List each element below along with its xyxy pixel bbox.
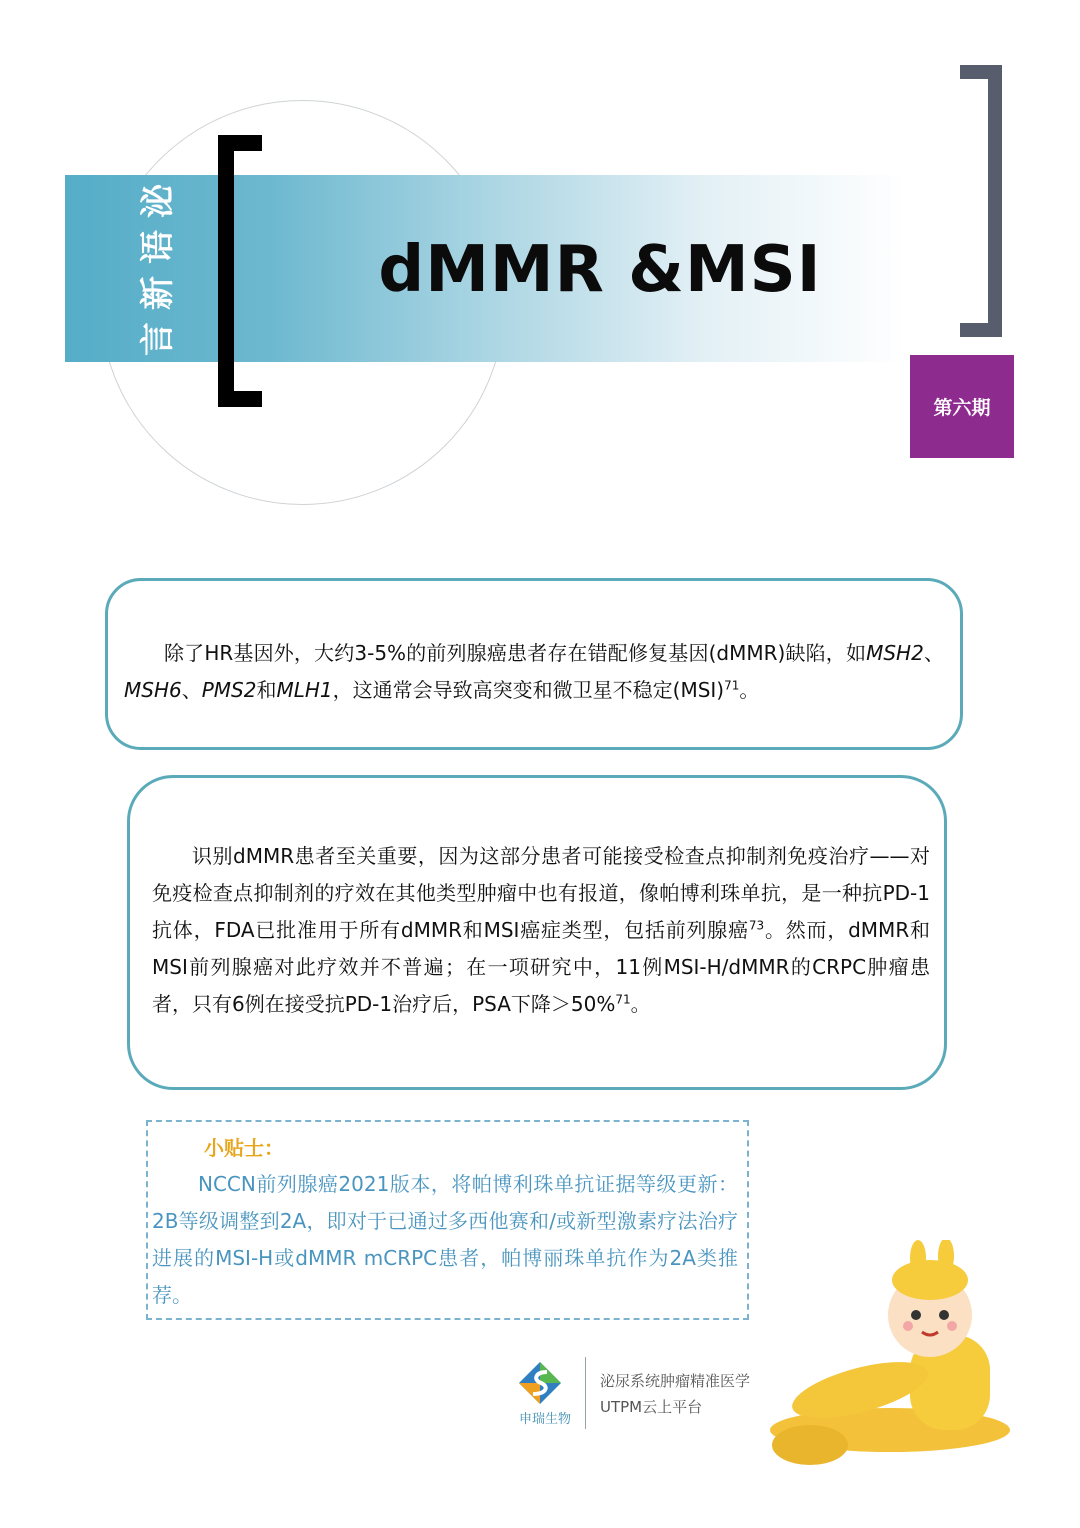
reference: 71 xyxy=(724,678,740,693)
platform-line-1: 泌尿系统肿瘤精准医学 xyxy=(600,1372,751,1390)
column-name xyxy=(128,185,188,355)
column-name-char: 语 xyxy=(138,230,178,264)
company-logo xyxy=(505,1360,580,1430)
platform-line-2: UTPM云上平台 xyxy=(600,1398,703,1416)
tip-title: 小贴士： xyxy=(204,1136,284,1160)
logo-icon xyxy=(517,1360,563,1406)
tip-body: NCCN前列腺癌2021版本，将帕博利珠单抗证据等级更新：2B等级调整到2A，即对于已通过多西他赛和/或新型激素疗法治疗进展的MSI-H或dMMR mCRPC患者，帕博丽珠单抗作为2A类推荐。 xyxy=(152,1172,738,1307)
platform-name xyxy=(600,1368,750,1420)
gene-name: MLH1 xyxy=(276,678,333,702)
reference: 73 xyxy=(748,918,765,933)
page-title: dMMR &MSI xyxy=(378,233,822,307)
company-name: 申瑞生物 xyxy=(518,1412,571,1427)
issue-badge: 第六期 xyxy=(910,355,1014,458)
paragraph-2: 识别dMMR患者至关重要，因为这部分患者可能接受检查点抑制剂免疫治疗——对免疫检查点抑制剂的疗效在其他类型肿瘤中也有报道，像帕博利珠单抗，是一种抗PD-1抗体，FDA已批准用于所有dMMR和MSI癌症类型，包括前列腺癌$^{73}$。然而，dMMR和MSI前列腺癌对此疗效并不普遍；在一项研究中，11例MSI-H/dMMR的CRPC肿瘤患者，只有6例在接受抗PD-1治疗后，PSA下降＞50%$^{71}$。 xyxy=(152,844,931,1016)
tip-box xyxy=(146,1120,749,1320)
reference: 71 xyxy=(615,992,631,1007)
gene-name: PMS2 xyxy=(201,678,257,702)
gene-name: MSH2 xyxy=(866,641,924,665)
mascot-image xyxy=(740,1240,1040,1470)
footer-divider xyxy=(585,1357,586,1429)
left-bracket xyxy=(218,135,262,407)
paragraph-1: 除了HR基因外，大约3-5%的前列腺癌患者存在错配修复基因(dMMR)缺陷，如MSH2、MSH6、PMS2和MLH1，这通常会导致高突变和微卫星不稳定(MSI)$^{71}$。 xyxy=(124,641,944,702)
right-bracket xyxy=(960,65,1002,337)
column-name-char: 言 xyxy=(138,322,178,356)
column-name-char: 新 xyxy=(138,276,178,310)
gene-name: MSH6 xyxy=(124,678,182,702)
content-box-2 xyxy=(127,775,947,1090)
column-name-char: 泌 xyxy=(138,184,178,218)
content-box-1 xyxy=(105,578,963,750)
